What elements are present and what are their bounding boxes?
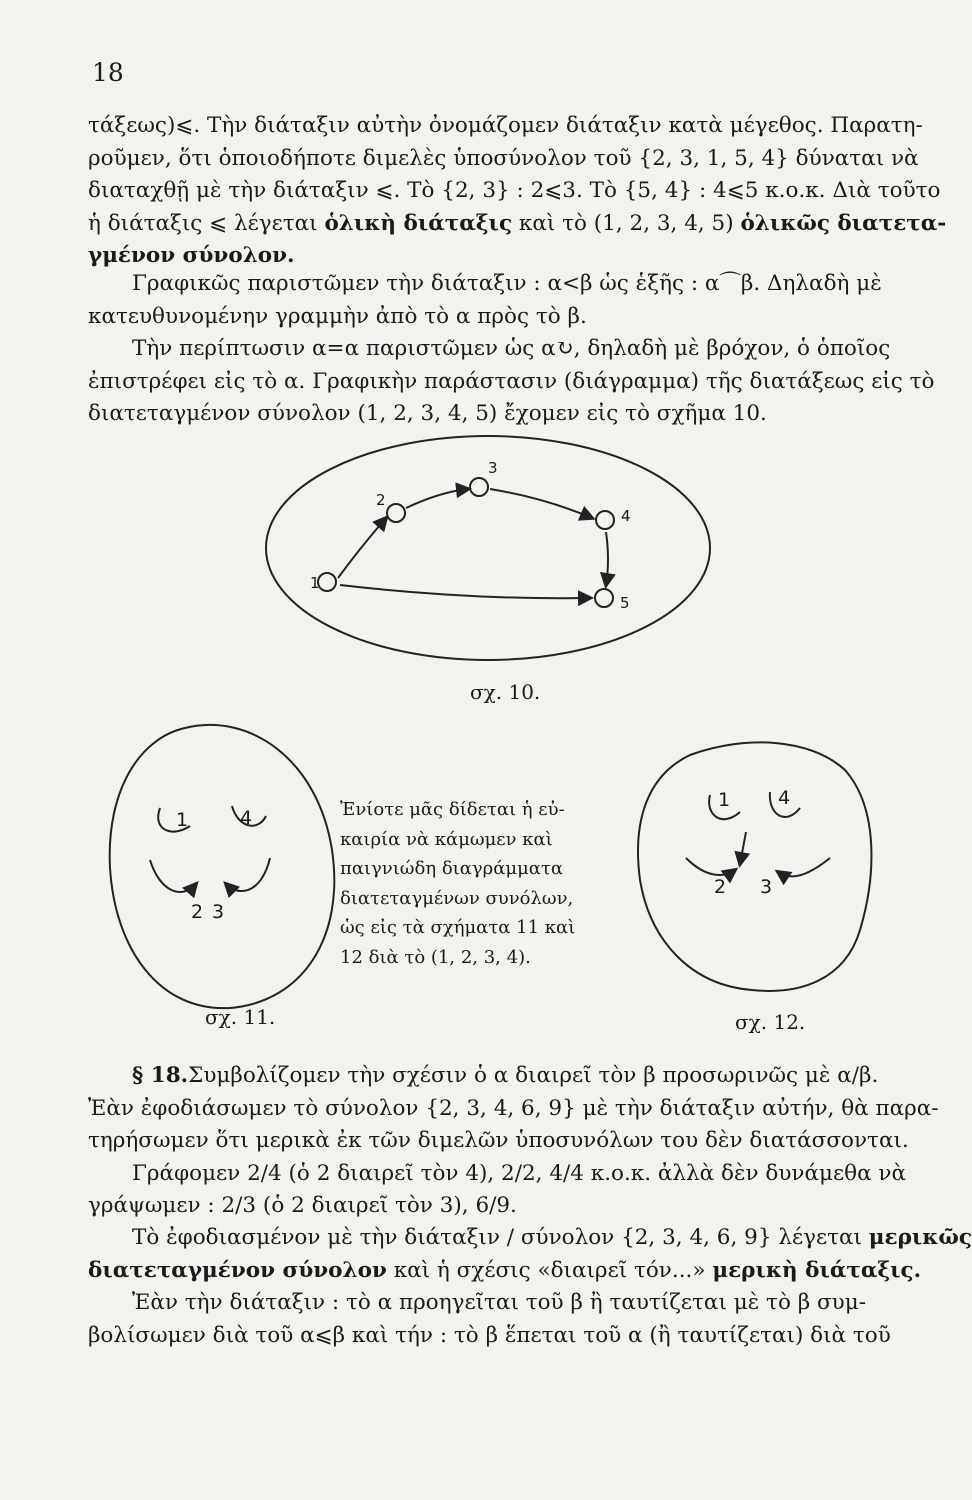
text-run: Συμβολίζομεν τὴν σχέσιν ὁ α διαιρεῖ τὸν β προσωρινῶς μὲ α/β. (188, 1063, 879, 1088)
text-line: ἐπιστρέφει εἰς τὸ α. Γραφικὴν παράστασιν (διάγραμμα) τῆς διατάξεως εἰς τὸ (88, 368, 935, 394)
fig11-face (110, 725, 335, 1008)
fig10-loop-2 (387, 504, 405, 522)
fig12-arrow-down (740, 832, 746, 864)
text-line (88, 1255, 922, 1288)
text-run: Τὸ ἐφοδιασμένον μὲ τὴν διάταξιν / σύνολον {2, 3, 4, 6, 9} λέγεται (132, 1225, 869, 1250)
term-totally-ordered: ὁλικῶς διατετα- (740, 210, 947, 236)
text-line: βολίσωμεν διὰ τοῦ α⩽β καὶ τήν : τὸ β ἕπεται τοῦ α (ἢ ταυτίζεται) διὰ τοῦ (88, 1322, 891, 1348)
note-line: καιρία νὰ κάμωμεν καὶ (340, 828, 553, 850)
fig12-shape (638, 742, 871, 990)
section-18 (88, 1060, 939, 1223)
fig10-arrow-4-5 (606, 532, 608, 585)
fig11-label-3: 3 (212, 901, 225, 923)
fig12-label-2: 2 (714, 876, 727, 898)
fig10-arrow-1-5 (340, 585, 590, 598)
fig11-mouth-right (226, 858, 270, 891)
note-line: παιγνιώδη διαγράμματα (340, 858, 564, 879)
fig10-caption: σχ. 10. (470, 680, 541, 704)
fig10-arrow-1-2 (338, 518, 386, 578)
fig11-label-4: 4 (240, 807, 253, 829)
paragraph-partial-order (88, 1222, 972, 1352)
fig11-mouth-left (150, 860, 196, 892)
note-line: ὡς εἰς τὰ σχήματα 11 καὶ (340, 917, 576, 938)
note-line: 12 διὰ τὸ (1, 2, 3, 4). (340, 946, 531, 968)
text-run: καὶ τὸ (1, 2, 3, 4, 5) (512, 210, 741, 236)
text-line: διαταχθῇ μὲ τὴν διάταξιν ⩽. Τὸ {2, 3} : 2⩽3. Τὸ {5, 4} : 4⩽5 κ.ο.κ. Διὰ τοῦτο (88, 178, 941, 203)
term-partial-order: μερικὴ διάταξις. (712, 1257, 922, 1283)
fig10-label-2: 2 (376, 491, 386, 509)
fig12-label-1: 1 (718, 789, 731, 811)
text-line: Γραφικῶς παριστῶμεν τὴν διάταξιν : α<β ὡς ἑξῆς : α⌒β. Δηλαδὴ μὲ (132, 271, 882, 296)
text-line: τηρήσωμεν ὅτι μερικὰ ἐκ τῶν διμελῶν ὑποσυνόλων του δὲν διατάσσονται. (88, 1128, 909, 1153)
fig10-label-5: 5 (620, 594, 630, 612)
text-line (88, 1060, 910, 1093)
text-run: καὶ ἡ σχέσις «διαιρεῖ τόν...» (386, 1257, 713, 1283)
note-line: Ἐνίοτε μᾶς δίδεται ἡ εὐ- (340, 799, 565, 820)
fig10-label-4: 4 (621, 507, 631, 525)
term-partially: μερικῶς (868, 1225, 972, 1250)
fig10-label-1: 1 (310, 574, 320, 592)
term-total-order: ὁλικὴ διάταξις (324, 210, 513, 236)
fig11-label-2: 2 (191, 901, 204, 923)
section-number: § 18. (132, 1063, 189, 1088)
text-line: Ἐὰν ἐφοδιάσωμεν τὸ σύνολον {2, 3, 4, 6, 9} μὲ τὴν διάταξιν αὐτήν, θὰ παρα- (88, 1095, 939, 1121)
fig10-loop-4 (596, 511, 614, 529)
text-line: Ἐὰν τὴν διάταξιν : τὸ α προηγεῖται τοῦ β ἢ ταυτίζεται μὲ τὸ β συμ- (132, 1290, 866, 1315)
figure-note (340, 795, 590, 972)
text-line: Γράφομεν 2/4 (ὁ 2 διαιρεῖ τὸν 4), 2/2, 4/4 κ.ο.κ. ἀλλὰ δὲν δυνάμεθα νὰ (132, 1160, 907, 1186)
term-totally-ordered-cont: γμένον σύνολον. (88, 243, 295, 268)
fig10-loop-3 (470, 478, 488, 496)
note-line: διατεταγμένων συνόλων, (340, 887, 574, 909)
text-line: τάξεως)⩽. Τὴν διάταξιν αὐτὴν ὀνομάζομεν διάταξιν κατὰ μέγεθος. Παρατη- (88, 113, 923, 138)
text-line: γράψωμεν : 2/3 (ὁ 2 διαιρεῖ τὸν 3), 6/9. (88, 1193, 517, 1218)
fig11-caption: σχ. 11. (205, 1005, 276, 1029)
fig10-loop-5 (595, 589, 613, 607)
fig12-arrow-right (778, 858, 830, 876)
text-line (88, 1222, 972, 1255)
fig12-caption: σχ. 12. (735, 1010, 806, 1034)
fig12-arrow-left (686, 858, 735, 875)
page-number: 18 (92, 58, 124, 87)
text-run: ἡ διάταξις ⩽ λέγεται (88, 210, 325, 236)
fig12-label-4: 4 (778, 787, 791, 809)
term-ordered-set: διατεταγμένον σύνολον (88, 1257, 387, 1283)
fig12-label-3: 3 (760, 876, 773, 898)
fig10-arrow-2-3 (406, 489, 468, 508)
text-line: κατευθυνομένην γραμμὴν ἀπὸ τὸ α πρὸς τὸ β. (88, 303, 587, 329)
text-line: Τὴν περίπτωσιν α=α παριστῶμεν ὡς α↻, δηλαδὴ μὲ βρόχον, ὁ ὁποῖος (132, 336, 891, 361)
fig10-arrow-3-4 (490, 489, 592, 518)
fig10-label-3: 3 (488, 459, 498, 477)
fig11-label-1: 1 (176, 809, 189, 831)
fig10-loop-1 (318, 573, 336, 591)
text-line: ροῦμεν, ὅτι ὁποιοδήποτε διμελὲς ὑποσύνολον τοῦ {2, 3, 1, 5, 4} δύναται νὰ (88, 145, 919, 171)
text-line: διατεταγμένον σύνολον (1, 2, 3, 4, 5) ἔχομεν εἰς τὸ σχῆμα 10. (88, 401, 767, 426)
